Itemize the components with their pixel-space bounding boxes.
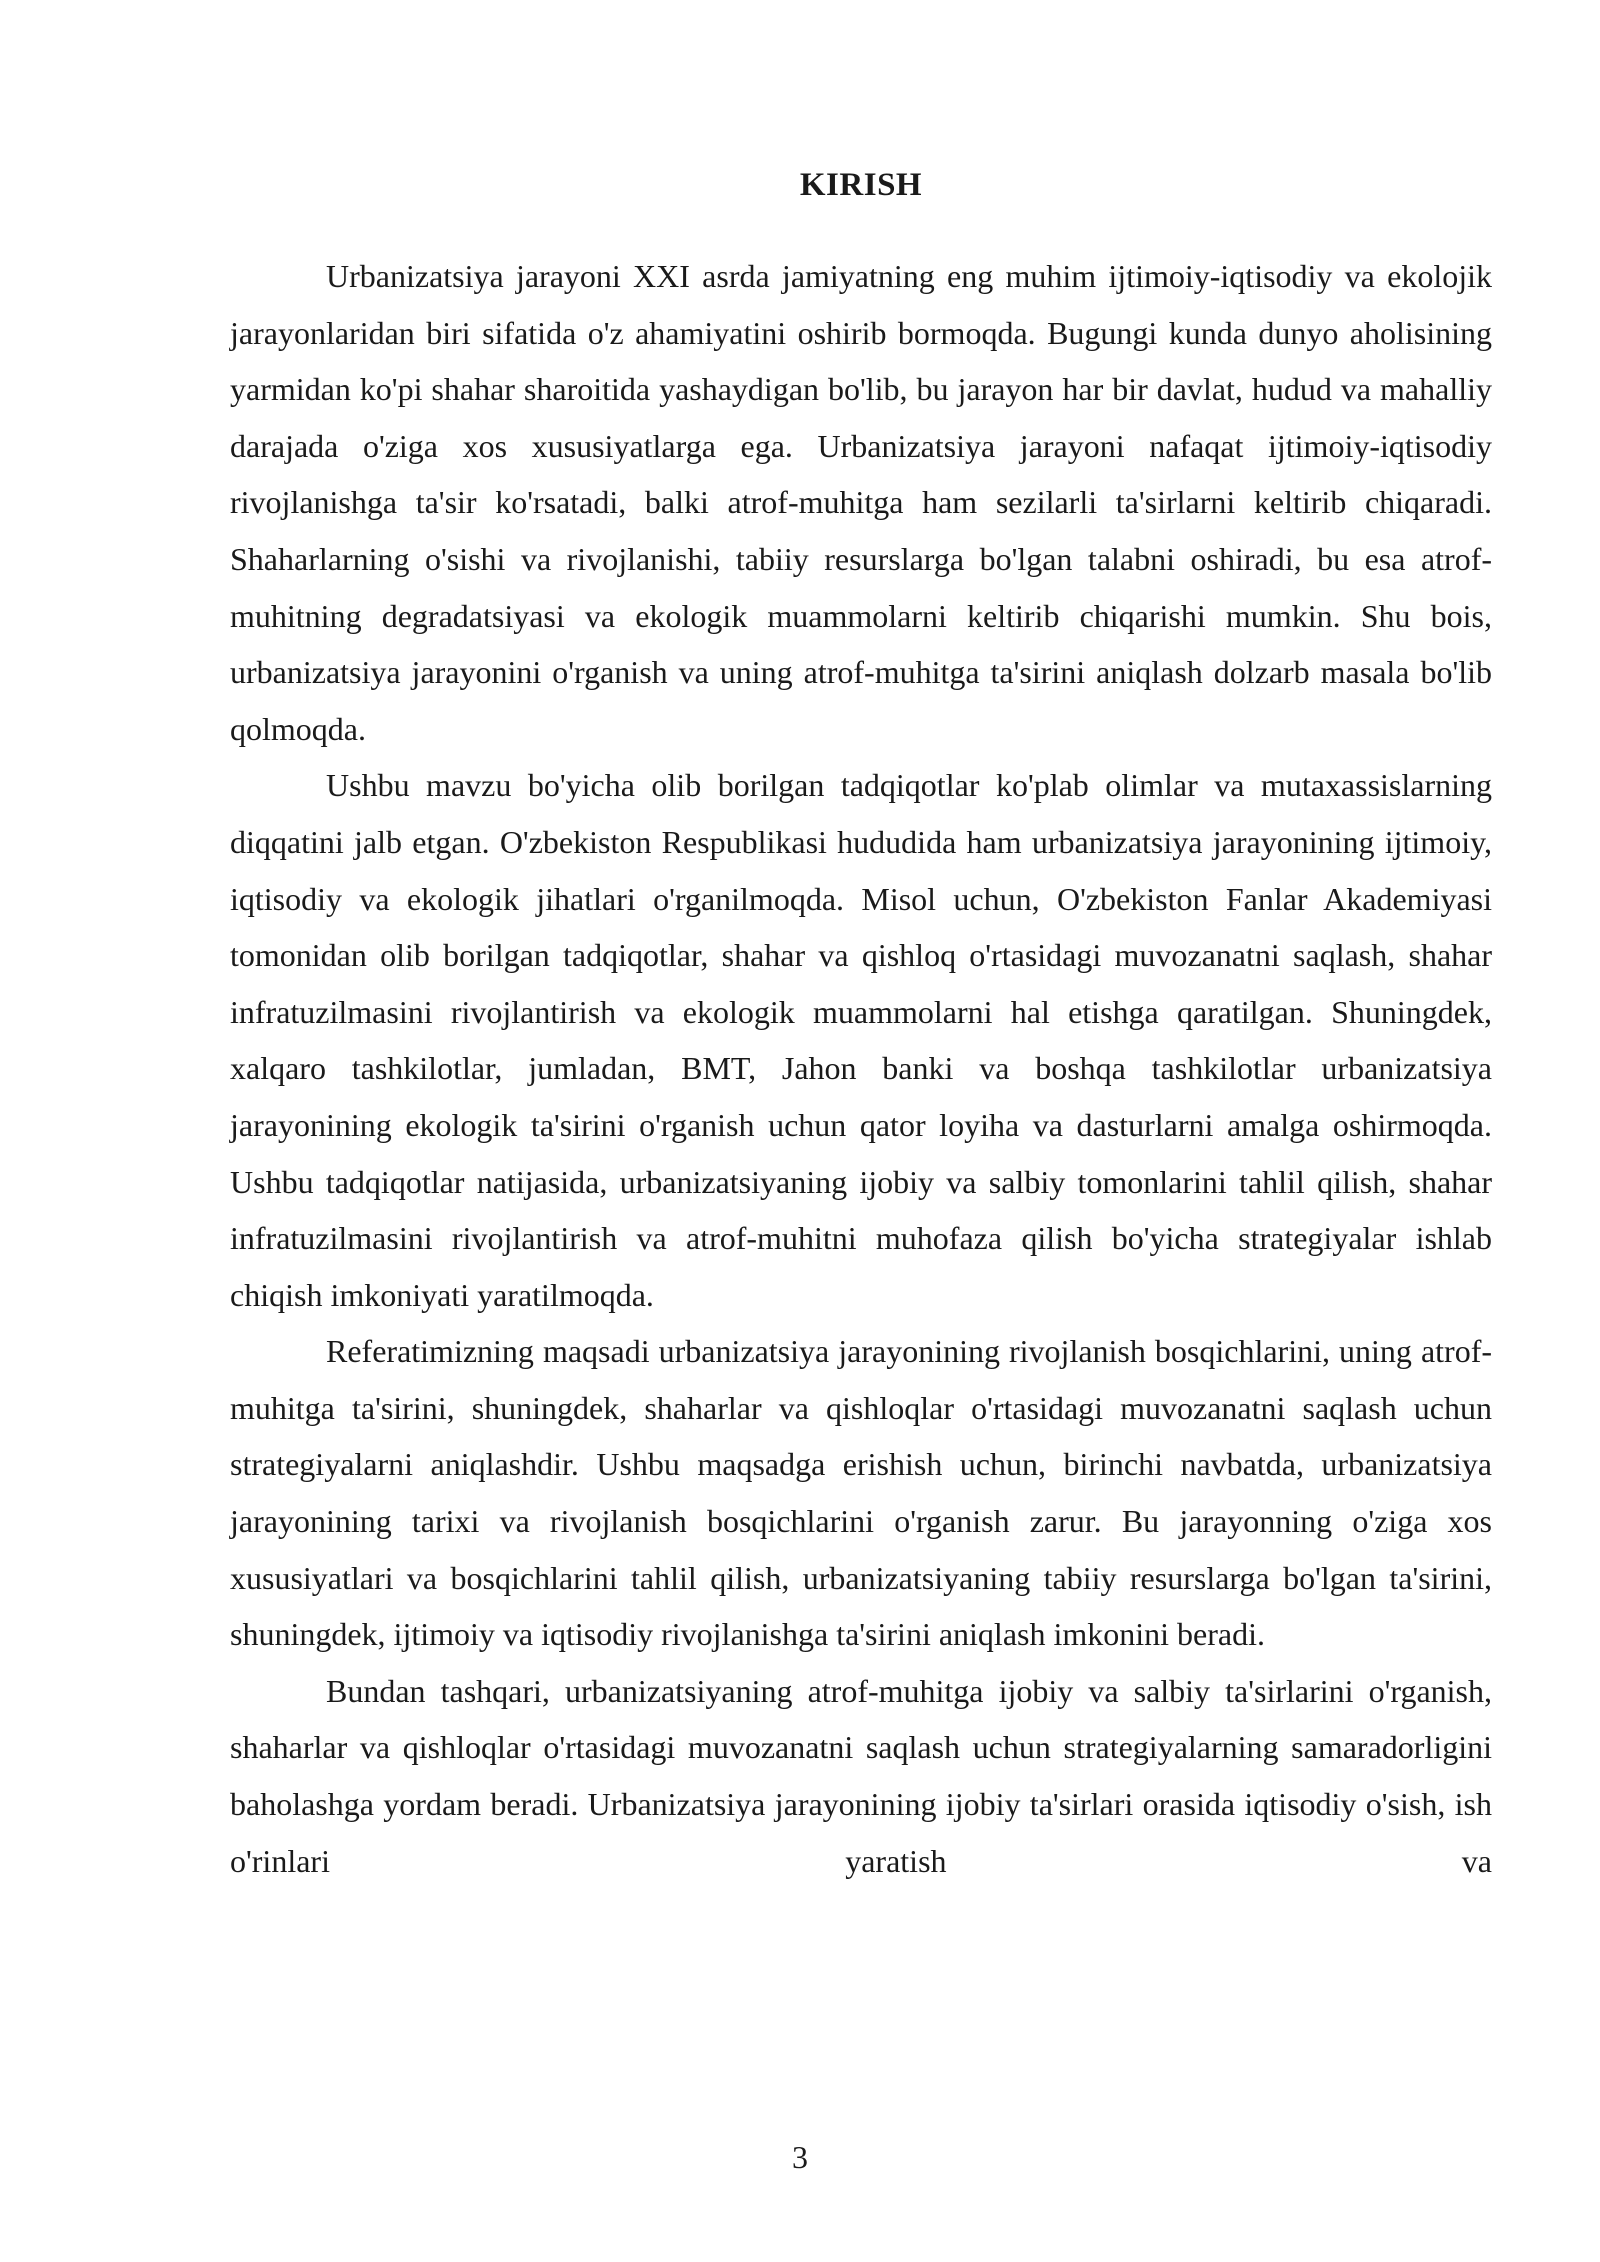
body-text <box>230 248 1492 1889</box>
page-number: 3 <box>792 2139 808 2175</box>
paragraph-3: Referatimizning maqsadi urbanizatsiya jarayonining rivojlanish bosqichlarini, uning atrof-muhitga ta'sirini, shuningdek, shaharlar va qishloqlar o'rtasidagi muvozanatni saqlash uchun strategiyalarni aniqlashdir. Ushbu maqsadga erishish uchun, birinchi navbatda, urbanizatsiya jarayonining tarixi va rivojlanish bosqichlarini o'rganish zarur. Bu jarayonning o'ziga xos xususiyatlari va bosqichlarini tahlil qilish, urbanizatsiyaning tabiiy resurslarga bo'lgan ta'sirini, shuningdek, ijtimoiy va iqtisodiy rivojlanishga ta'sirini aniqlash imkonini beradi. <box>230 1333 1492 1653</box>
page-title: KIRISH <box>799 167 923 203</box>
paragraph-4: Bundan tashqari, urbanizatsiyaning atrof-muhitga ijobiy va salbiy ta'sirlarini o'rganish, shaharlar va qishloqlar o'rtasidagi muvozanatni saqlash uchun strategiyalarning samaradorligini baholashga yordam beradi. Urbanizatsiya jarayonining ijobiy ta'sirlari orasida iqtisodiy o'sish, ish o'rinlari yaratish va <box>230 1672 1492 1879</box>
paragraph-2: Ushbu mavzu bo'yicha olib borilgan tadqiqotlar ko'plab olimlar va mutaxassislarning diqqatini jalb etgan. O'zbekiston Respublikasi hududida ham urbanizatsiya jarayonining ijtimoiy, iqtisodiy va ekologik jihatlari o'rganilmoqda. Misol uchun, O'zbekiston Fanlar Akademiyasi tomonidan olib borilgan tadqiqotlar, shahar va qishloq o'rtasidagi muvozanatni saqlash, shahar infratuzilmasini rivojlantirish va ekologik muammolarni hal etishga qaratilgan. Shuningdek, xalqaro tashkilotlar, jumladan, BMT, Jahon banki va boshqa tashkilotlar urbanizatsiya jarayonining ekologik ta'sirini o'rganish uchun qator loyiha va dasturlarni amalga oshirmoqda. Ushbu tadqiqotlar natijasida, urbanizatsiyaning ijobiy va salbiy tomonlarini tahlil qilish, shahar infratuzilmasini rivojlantirish va atrof-muhitni muhofaza qilish bo'yicha strategiyalar ishlab chiqish imkoniyati yaratilmoqda. <box>230 767 1492 1313</box>
paragraph-1: Urbanizatsiya jarayoni XXI asrda jamiyatning eng muhim ijtimoiy-iqtisodiy va ekolojik jarayonlaridan biri sifatida o'z ahamiyatini oshirib bormoqda. Bugungi kunda dunyo aholisining yarmidan ko'pi shahar sharoitida yashaydigan bo'lib, bu jarayon har bir davlat, hudud va mahalliy darajada o'ziga xos xususiyatlarga ega. Urbanizatsiya jarayoni nafaqat ijtimoiy-iqtisodiy rivojlanishga ta'sir ko'rsatadi, balki atrof-muhitga ham sezilarli ta'sirlarni keltirib chiqaradi. Shaharlarning o'sishi va rivojlanishi, tabiiy resurslarga bo'lgan talabni oshiradi, bu esa atrof-muhitning degradatsiyasi va ekologik muammolarni keltirib chiqarishi mumkin. Shu bois, urbanizatsiya jarayonini o'rganish va uning atrof-muhitga ta'sirini aniqlash dolzarb masala bo'lib qolmoqda. <box>230 258 1492 747</box>
